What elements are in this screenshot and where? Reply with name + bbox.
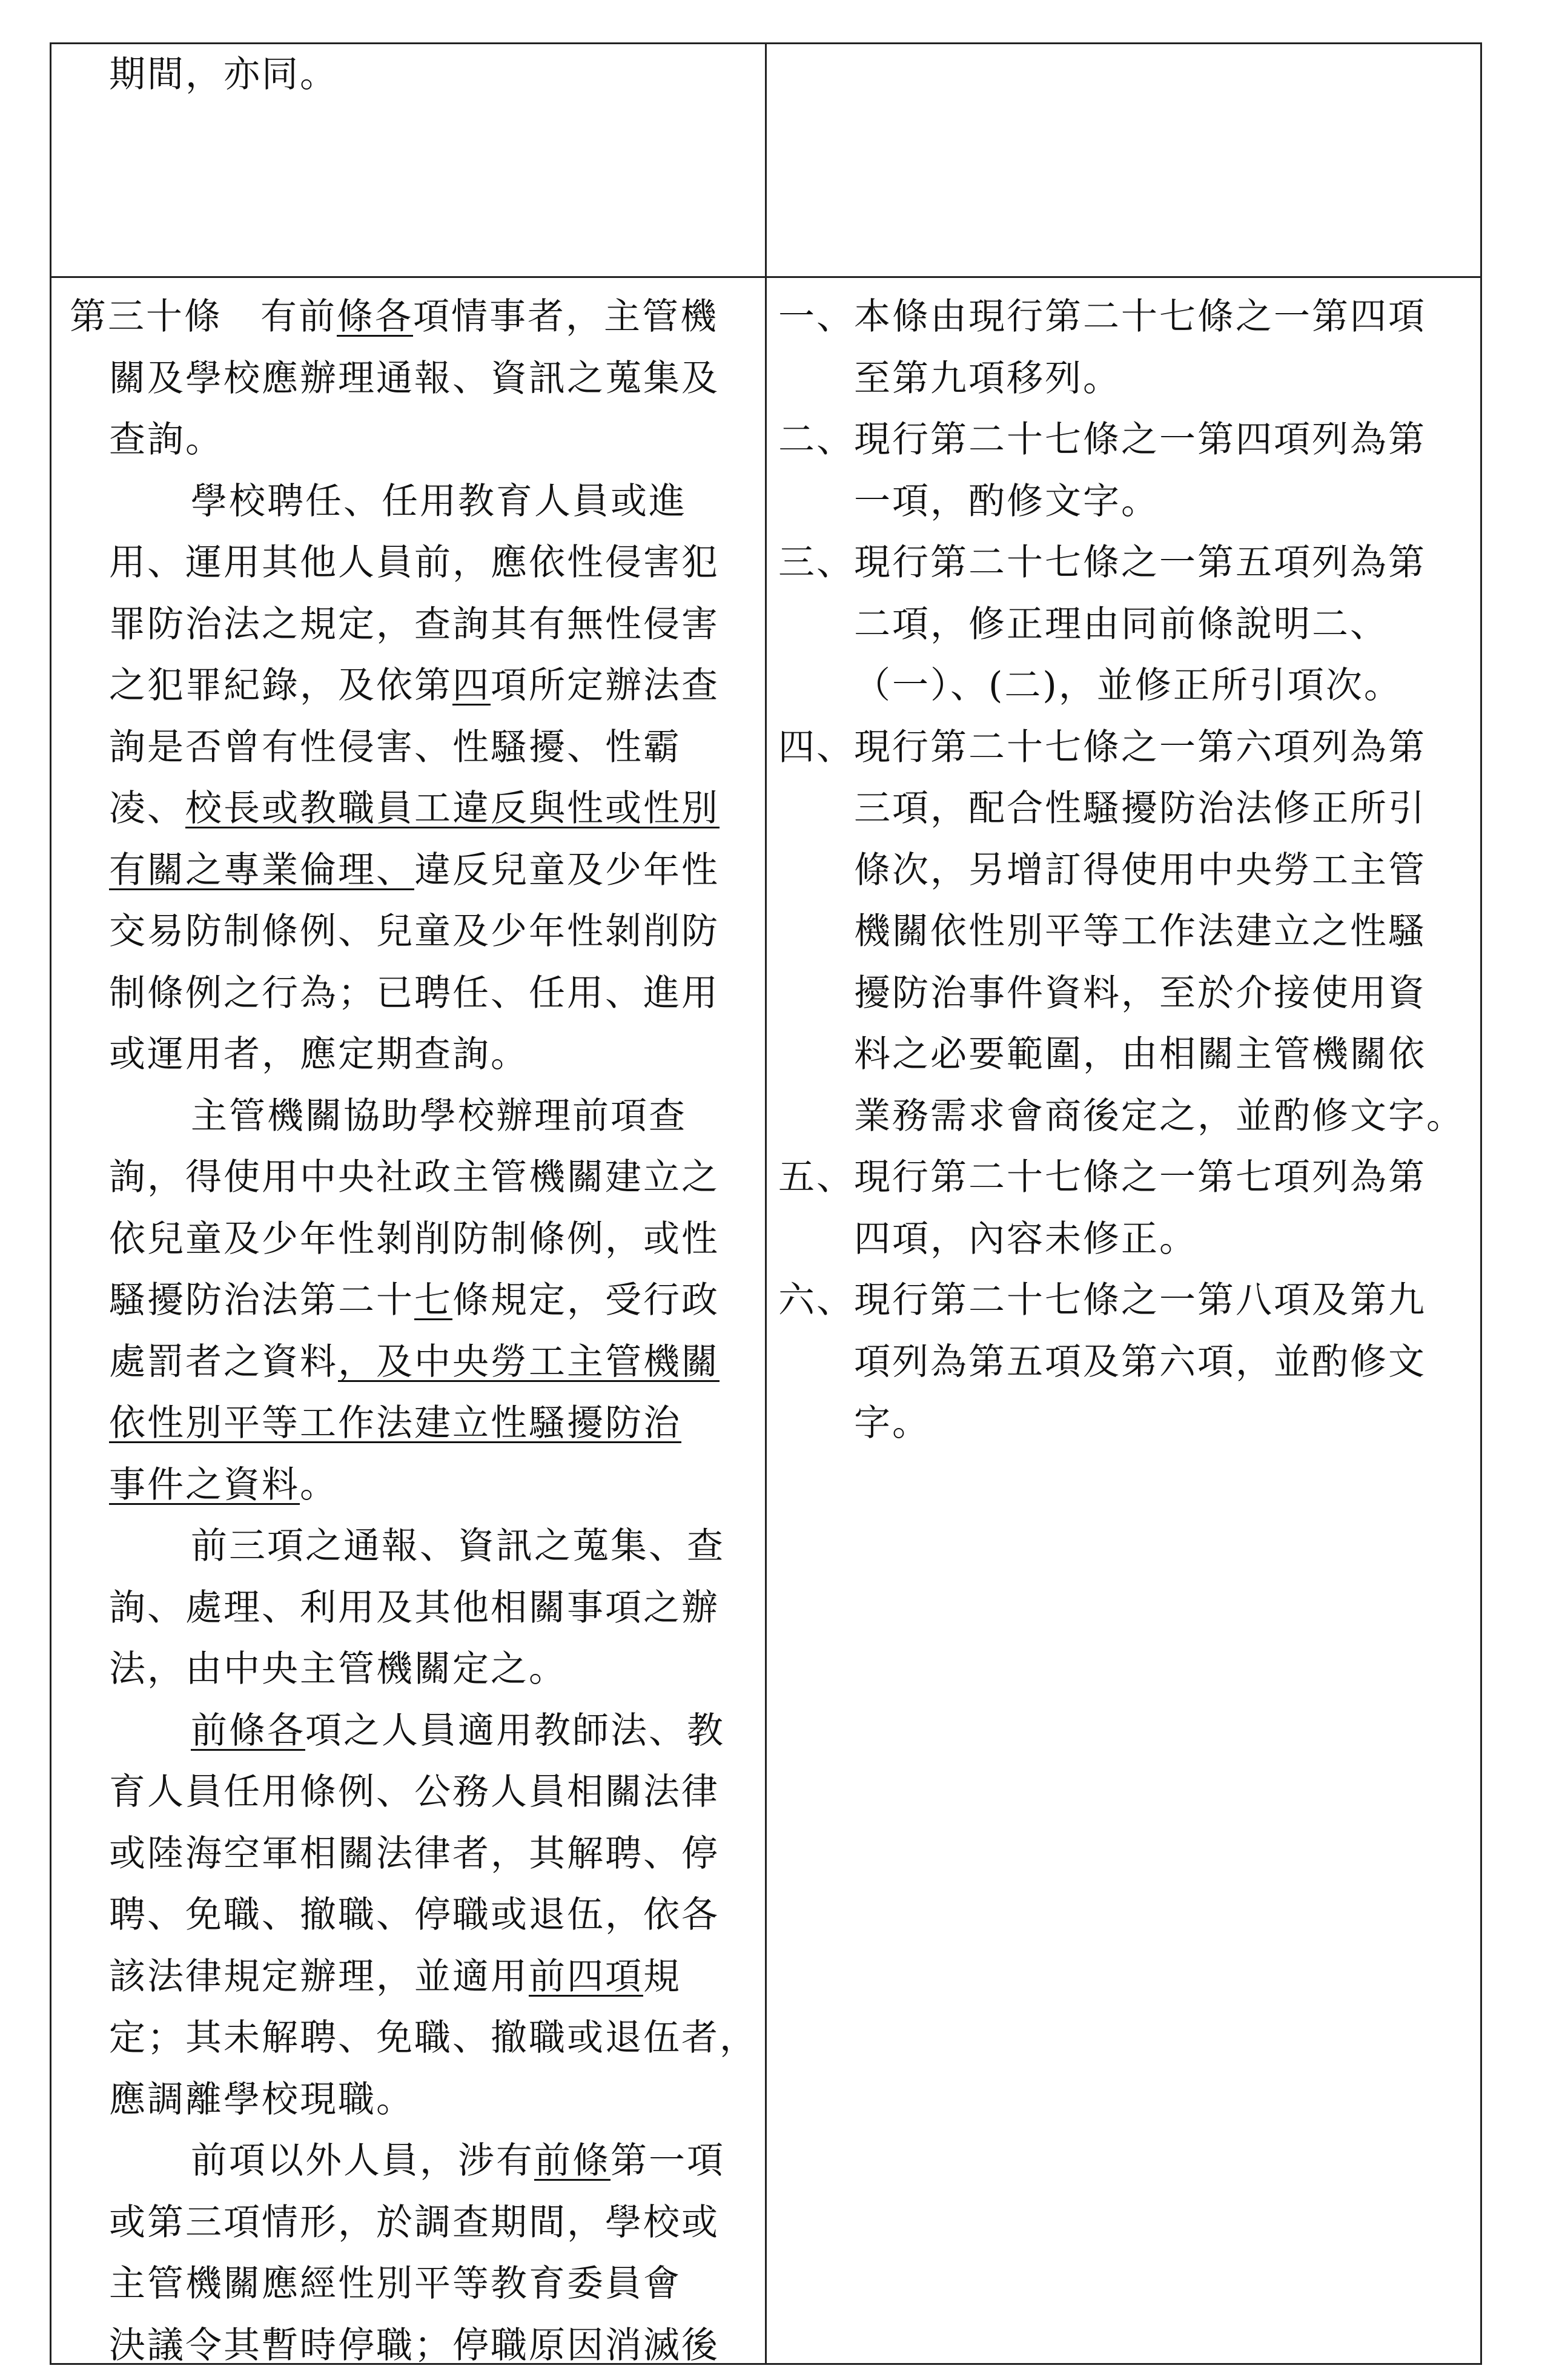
article-text: 項情事者，主管機 [413, 296, 718, 338]
article-line [70, 2130, 754, 2192]
note-line: 字。 [854, 1402, 930, 1444]
article-text: 查詢。 [109, 418, 223, 461]
article-text: 詢、處理、利用及其他相關事項之辦 [109, 1586, 720, 1629]
note-line: 業務需求會商後定之，並酌修文字。 [854, 1094, 1464, 1137]
note-line: 現行第二十七條之一第八項及第九 [854, 1279, 1426, 1321]
article-line [70, 1086, 754, 1148]
note-line: 現行第二十七條之一第五項列為第 [854, 541, 1426, 584]
article-line [70, 1639, 754, 1701]
note-text [854, 1270, 1475, 1455]
article-line [70, 594, 754, 656]
note-line: 條次，另增訂得使用中央勞工主管 [854, 848, 1426, 891]
amended-text: 條各 [337, 296, 413, 338]
article-text: 依兒童及少年性剝削防制條例，或性 [109, 1217, 720, 1260]
amended-text: 前四項 [529, 1955, 643, 1998]
note-line: 二項，修正理由同前條說明二、 [854, 603, 1388, 646]
article-text: 主管機關應經性別平等教育委員會 [109, 2263, 681, 2305]
amended-text: ，及中央勞工主管機關 [338, 1340, 720, 1383]
note-number: 四、 [778, 726, 855, 769]
article-line [70, 286, 754, 348]
article-line [70, 2253, 754, 2315]
article-text: 主管機關協助學校辦理前項查 [191, 1094, 687, 1137]
note-text [854, 1147, 1475, 1270]
article-line [70, 1209, 754, 1271]
article-line [70, 1762, 754, 1823]
previous-clause-text: 期間，亦同。 [109, 53, 338, 96]
note-item [778, 409, 1475, 532]
note-line: 一項，酌修文字。 [854, 480, 1159, 523]
article-line [70, 1332, 754, 1393]
article-text: 用、運用其他人員前，應依性侵害犯 [109, 541, 720, 584]
article-text: 定；其未解聘、免職、撤職或退伍者， [109, 2017, 758, 2059]
article-text: 騷擾防治法第二十 [109, 1279, 414, 1321]
article-line [70, 2192, 754, 2254]
note-text [854, 409, 1475, 532]
article-line [70, 840, 754, 902]
note-line: 現行第二十七條之一第六項列為第 [854, 726, 1426, 769]
article-text: 關及學校應辦理通報、資訊之蒐集及 [109, 357, 720, 400]
article-text: 規 [643, 1955, 681, 1998]
article-text: 處罰者之資料 [109, 1340, 338, 1383]
article-line [70, 2069, 754, 2131]
amended-text: 前條 [534, 2140, 611, 2182]
article-text: 決議令其暫時停職；停職原因消滅後 [109, 2324, 720, 2367]
article-text: 法，由中央主管機關定之。 [109, 1648, 567, 1690]
article-line [70, 1455, 754, 1516]
article-line [70, 717, 754, 779]
note-line: 機關依性別平等工作法建立之性騷 [854, 910, 1426, 953]
article-text: 或運用者，應定期查詢。 [109, 1033, 529, 1076]
article-text: 條規定，受行政 [452, 1279, 720, 1321]
article-text: 詢是否曾有性侵害、性騷擾、性霸 [109, 726, 681, 769]
previous-clause-tail [109, 44, 745, 106]
note-line: 項列為第五項及第六項，並酌修文 [854, 1340, 1426, 1383]
article-text: 育人員任用條例、公務人員相關法律 [109, 1771, 720, 1813]
article-text: 之犯罪紀錄，及依第 [109, 664, 452, 707]
note-text [854, 717, 1475, 1148]
article-text: 第一項 [611, 2140, 725, 2182]
amended-text: 前條各 [191, 1709, 305, 1752]
article-text: 詢，得使用中央社政主管機關建立之 [109, 1156, 720, 1198]
article-text: 制條例之行為；已聘任、任用、進用 [109, 971, 720, 1014]
amended-text: 校長或教職員工違反與性或性別 [185, 787, 720, 830]
note-line: 現行第二十七條之一第七項列為第 [854, 1156, 1426, 1198]
article-text: 前三項之通報、資訊之蒐集、查 [191, 1525, 725, 1567]
article-line [70, 655, 754, 717]
article-line [70, 1946, 754, 2008]
note-line: （一）、(二)，並修正所引項次。 [854, 664, 1402, 707]
row-divider [51, 276, 1480, 278]
article-line [70, 1393, 754, 1455]
article-line [70, 1823, 754, 1885]
article-text: 項所定辦法查 [491, 664, 720, 707]
amended-text: 依性別平等工作法建立性騷擾防治 [109, 1402, 681, 1444]
note-line: 本條由現行第二十七條之一第四項 [854, 296, 1426, 338]
article-line [70, 963, 754, 1025]
article-line [70, 2008, 758, 2069]
amendment-notes [778, 286, 1475, 1455]
article-line [70, 778, 754, 840]
note-number: 六、 [778, 1279, 855, 1321]
note-line: 三項，配合性騷擾防治法修正所引 [854, 787, 1426, 830]
amended-text: 七 [414, 1279, 452, 1321]
article-line [70, 2315, 754, 2377]
article-text: 應調離學校現職。 [109, 2078, 414, 2121]
article-text: 第三十條 有前 [70, 296, 337, 338]
note-number: 二、 [778, 418, 855, 461]
article-line [70, 1147, 754, 1209]
amended-text: 事件之資料 [109, 1463, 300, 1506]
note-line: 料之必要範圍，由相關主管機關依 [854, 1033, 1426, 1076]
article-text: 或第三項情形，於調查期間，學校或 [109, 2201, 720, 2244]
article-line [70, 409, 754, 471]
note-item [778, 1147, 1475, 1270]
note-text [854, 286, 1475, 409]
article-text: 聘、免職、撤職、停職或退伍，依各 [109, 1894, 720, 1936]
article-text: 該法律規定辦理，並適用 [109, 1955, 529, 1998]
article-line [70, 348, 754, 410]
note-number: 三、 [778, 541, 855, 584]
note-item [778, 717, 1475, 1148]
article-text: 或陸海空軍相關法律者，其解聘、停 [109, 1832, 720, 1875]
column-divider [765, 44, 767, 2363]
note-line: 四項，內容未修正。 [854, 1217, 1197, 1260]
article-text: 。 [300, 1463, 338, 1506]
article-text: 違反兒童及少年性 [414, 848, 720, 891]
article-line [70, 1024, 754, 1086]
article-text: 項之人員適用教師法、教 [305, 1709, 725, 1752]
article-text: 交易防制條例、兒童及少年性剝削防 [109, 910, 720, 953]
article-line [70, 1885, 754, 1946]
amended-text: 有關之專業倫理、 [109, 848, 414, 891]
article-line [70, 471, 754, 533]
article-line [70, 1270, 754, 1332]
note-item [778, 1270, 1475, 1455]
note-item [778, 286, 1475, 409]
comparison-table [50, 42, 1482, 2365]
note-text [854, 532, 1475, 717]
note-item [778, 532, 1475, 717]
article-text: 凌、 [109, 787, 185, 830]
article-30-text [70, 286, 758, 2376]
article-text: 學校聘任、任用教育人員或進 [191, 480, 687, 523]
article-line [70, 901, 754, 963]
amended-text: 四 [452, 664, 491, 707]
article-text: 前項以外人員，涉有 [191, 2140, 534, 2182]
note-number: 五、 [778, 1156, 855, 1198]
note-line: 擾防治事件資料，至於介接使用資 [854, 971, 1426, 1014]
note-line: 至第九項移列。 [854, 357, 1121, 400]
note-line: 現行第二十七條之一第四項列為第 [854, 418, 1426, 461]
article-line [70, 1701, 754, 1762]
article-line [70, 1578, 754, 1639]
article-line [70, 532, 754, 594]
article-text: 罪防治法之規定，查詢其有無性侵害 [109, 603, 720, 646]
article-line [70, 1516, 754, 1578]
note-number: 一、 [778, 296, 855, 338]
